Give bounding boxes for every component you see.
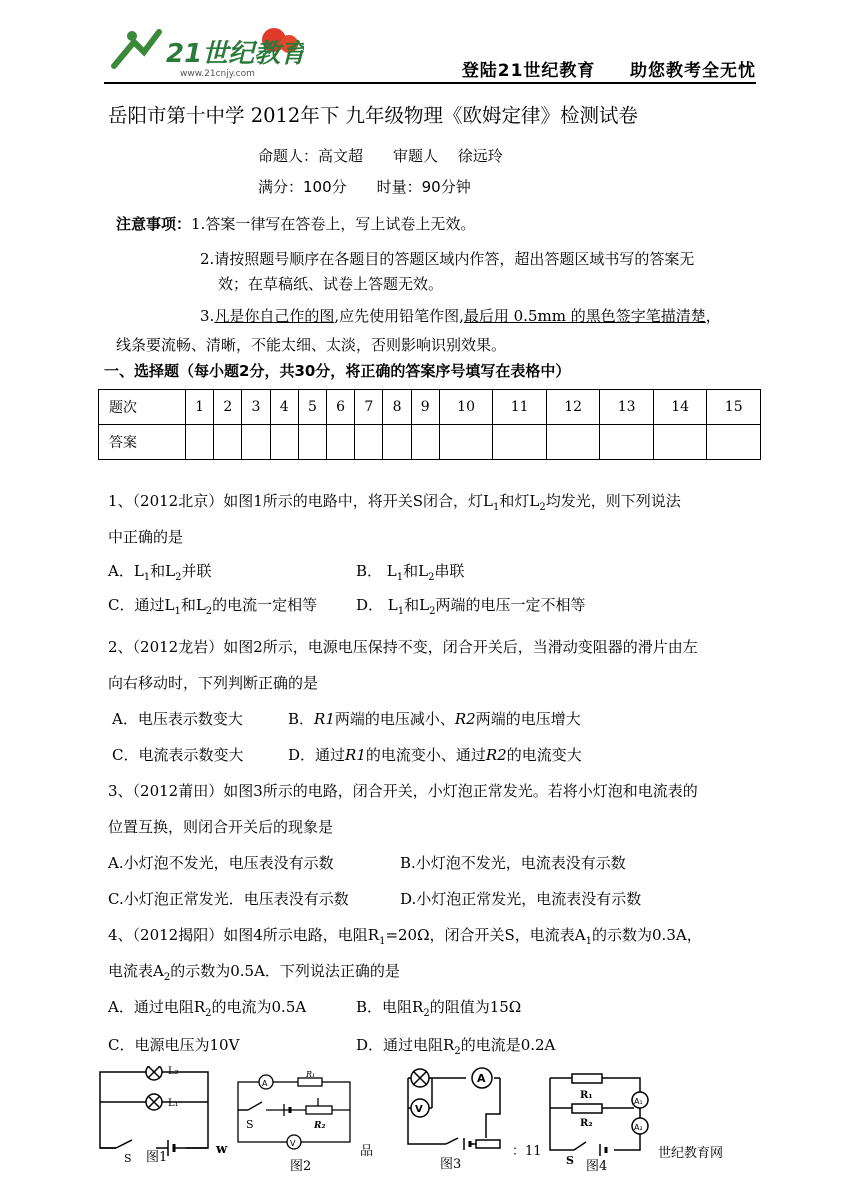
- logo-url: www.21cnjy.com: [180, 69, 255, 79]
- exam-score-time: 满分：100分 时量：90分钟: [258, 178, 471, 196]
- q2-option-a: A．电压表示数变大: [112, 710, 243, 728]
- label-A: A: [477, 1072, 486, 1085]
- label-L2: L₂: [168, 1066, 179, 1077]
- note-2b: 效；在草稿纸、试卷上答题无效。: [218, 275, 444, 293]
- figure-3-circuit: [386, 1066, 510, 1162]
- section-1-heading: 一、选择题（每小题2分，共30分，将正确的答案序号填写在表格中）: [104, 362, 571, 380]
- tagline-right: 助您教考全无忧: [630, 61, 756, 81]
- q2-option-b: B．R1两端的电压减小、R2两端的电压增大: [288, 710, 581, 728]
- exam-authors: 命题人：高文超 审题人 徐远玲: [258, 147, 503, 165]
- table-row-answers: [99, 425, 761, 460]
- question-number: 1: [186, 390, 214, 425]
- question-number: 5: [298, 390, 326, 425]
- answer-cell[interactable]: [270, 425, 298, 460]
- label-R1: R₁: [306, 1070, 316, 1079]
- q4-option-d: D．通过电阻$R_2$的电流是0.2A: [356, 1036, 556, 1057]
- figure-4-caption: 图4: [586, 1159, 608, 1174]
- q3-option-a: A.小灯泡不发光，电压表没有示数: [108, 854, 334, 872]
- page-number: ：11: [512, 1144, 542, 1159]
- figure-4-circuit: [544, 1066, 664, 1166]
- header-rule: [104, 82, 756, 84]
- answer-cell[interactable]: [411, 425, 439, 460]
- table-row-label: 题次: [99, 390, 186, 425]
- answer-cell[interactable]: [493, 425, 547, 460]
- note-2a: 2.请按照题号顺序在各题目的答题区域内作答，超出答题区域书写的答案无: [200, 250, 695, 268]
- answer-cell[interactable]: [439, 425, 493, 460]
- label-R2: R₂: [580, 1118, 593, 1129]
- figure-2-circuit: [232, 1070, 356, 1166]
- answer-cell[interactable]: [186, 425, 214, 460]
- q4-option-c: C．电源电压为10V: [108, 1036, 240, 1054]
- note-1: 1.答案一律写在答卷上，写上试卷上无效。: [191, 215, 476, 233]
- question-number: 7: [355, 390, 383, 425]
- label-V: V: [415, 1104, 423, 1115]
- q1-stem-b: 中正确的是: [108, 528, 184, 546]
- note-3: [200, 305, 721, 326]
- header-tagline: [462, 56, 756, 81]
- question-number: 15: [707, 390, 761, 425]
- label-S: S: [124, 1152, 132, 1162]
- label-A2: A₂: [634, 1123, 643, 1132]
- answer-cell[interactable]: [653, 425, 707, 460]
- q4-stem-a: 4、（2012揭阳）如图4所示电路，电阻$R_1=20\Omega$，闭合开关S，电流表$A_1$的示数为0.3A，: [108, 926, 702, 947]
- q3-option-b: B.小灯泡不发光，电流表没有示数: [400, 854, 626, 872]
- label-A1: A₁: [634, 1097, 643, 1106]
- logo-icon: [104, 22, 304, 80]
- figure-2-caption: 图2: [290, 1159, 312, 1174]
- table-row-numbers: [99, 390, 761, 425]
- figure-1-caption: 图1: [146, 1150, 168, 1165]
- label-V: V: [290, 1139, 296, 1148]
- question-number: 13: [600, 390, 654, 425]
- question-number: 4: [270, 390, 298, 425]
- question-number: 10: [439, 390, 493, 425]
- question-number: 6: [327, 390, 355, 425]
- q2-stem-a: 2、（2012龙岩）如图2所示，电源电压保持不变，闭合开关后，当滑动变阻器的滑片由左: [108, 638, 698, 656]
- note-3-end: ，: [705, 307, 721, 325]
- q3-option-c: C.小灯泡正常发光．电压表没有示数: [108, 890, 349, 908]
- site-watermark: 世纪教育网: [658, 1146, 724, 1161]
- answer-cell[interactable]: [600, 425, 654, 460]
- label-S: S: [566, 1154, 574, 1166]
- q3-option-d: D.小灯泡正常发光，电流表没有示数: [400, 890, 642, 908]
- note-3-pre: 3.: [200, 307, 215, 325]
- q3-stem-a: 3、（2012莆田）如图3所示的电路，闭合开关，小灯泡正常发光。若将小灯泡和电流表的: [108, 782, 698, 800]
- question-number: 14: [653, 390, 707, 425]
- label-R2: R₂: [314, 1121, 326, 1131]
- question-number: 8: [383, 390, 411, 425]
- logo-text: 21世纪教育: [166, 39, 304, 69]
- answer-cell[interactable]: [707, 425, 761, 460]
- label-A: A: [262, 1079, 268, 1088]
- note-3-mid: ,应先使用铅笔作图,: [334, 307, 464, 325]
- answer-cell[interactable]: [214, 425, 242, 460]
- answer-cell[interactable]: [327, 425, 355, 460]
- answer-cell[interactable]: [242, 425, 270, 460]
- question-number: 9: [411, 390, 439, 425]
- answer-cell[interactable]: [298, 425, 326, 460]
- notes-label: 注意事项：: [116, 215, 192, 233]
- stray-pin: 品: [360, 1144, 374, 1159]
- q4-option-b: B．电阻$R_2$的阻值为15Ω: [356, 998, 522, 1019]
- label-R1: R₁: [580, 1090, 593, 1101]
- label-L1: L₁: [168, 1098, 179, 1109]
- question-number: 12: [546, 390, 600, 425]
- stray-w: w: [216, 1142, 228, 1157]
- question-number: 11: [493, 390, 547, 425]
- q1-option-d: D． $L_1$和$L_2$两端的电压一定不相等: [356, 596, 586, 617]
- figure-3-caption: 图3: [440, 1157, 462, 1172]
- label-S: S: [246, 1118, 254, 1131]
- answer-cell[interactable]: [383, 425, 411, 460]
- q2-option-c: C．电流表示数变大: [112, 746, 244, 764]
- q1-option-a: A．$L_1$和$L_2$并联: [108, 562, 212, 583]
- question-number: 2: [214, 390, 242, 425]
- q3-stem-b: 位置互换，则闭合开关后的现象是: [108, 818, 334, 836]
- question-number: 3: [242, 390, 270, 425]
- table-row-label: 答案: [99, 425, 186, 460]
- answer-table: [98, 389, 761, 460]
- logo: [104, 22, 304, 80]
- q1-option-c: C．通过$L_1$和$L_2$的电流一定相等: [108, 596, 318, 617]
- q4-stem-b: 电流表$A_2$的示数为0.5A．下列说法正确的是: [108, 962, 400, 983]
- q1-option-b: B． $L_1$和$L_2$串联: [356, 562, 465, 583]
- note-3-underline-1: 凡是你自己作的图: [214, 307, 335, 325]
- q1-stem-a: 1、（2012北京）如图1所示的电路中，将开关S闭合，灯$L_1$和灯$L_2$均发光，则下列说法: [108, 492, 681, 513]
- q2-stem-b: 向右移动时，下列判断正确的是: [108, 674, 319, 692]
- notes-line-1: [116, 213, 475, 234]
- note-3-underline-2: 最后用 0.5mm 的黑色签字笔描清楚: [463, 307, 706, 325]
- q2-option-d: D．通过R1的电流变小、通过R2的电流变大: [288, 746, 582, 764]
- answer-cell[interactable]: [546, 425, 600, 460]
- tagline-left: 登陆21世纪教育: [461, 61, 596, 81]
- exam-title: 岳阳市第十中学 2012年下 九年级物理《欧姆定律》检测试卷: [108, 104, 639, 127]
- answer-cell[interactable]: [355, 425, 383, 460]
- note-3b: 线条要流畅、清晰，不能太细、太淡，否则影响识别效果。: [116, 336, 507, 354]
- q4-option-a: A．通过电阻$R_2$的电流为0.5A: [108, 998, 307, 1019]
